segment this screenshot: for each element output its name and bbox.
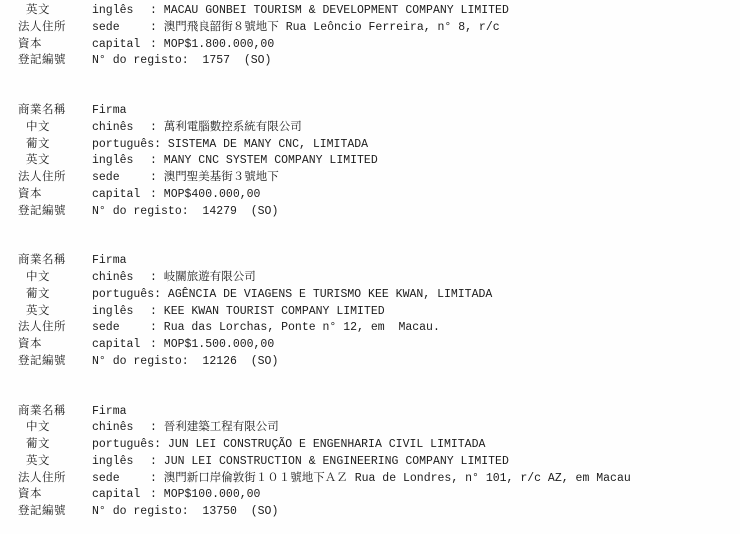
field-label-pt: chinês (92, 271, 134, 284)
field-label-zh: 登記編號 (18, 54, 66, 68)
field-label-pt: capital (92, 488, 141, 502)
field-label-pt: português (92, 137, 155, 151)
field-value: : MANY CNC SYSTEM COMPANY LIMITED (150, 154, 378, 168)
field-label-pt: inglês (92, 154, 134, 168)
field-value: 1757 (SO) (188, 54, 272, 68)
field-row (0, 504, 740, 521)
field-value: : JUN LEI CONSTRUCTION & ENGINEERING COMPANY LIMITED (150, 454, 509, 468)
field-label-zh: 中文 (26, 421, 50, 435)
field-label-pt: português (92, 438, 155, 451)
field-label-pt: capital (92, 37, 141, 51)
field-label-zh: 資本 (18, 338, 42, 351)
field-row (0, 270, 740, 287)
field-row (0, 53, 740, 70)
field-row (0, 320, 740, 337)
field-label-pt: sede (92, 471, 120, 485)
field-row (0, 404, 740, 421)
field-row (0, 487, 740, 504)
field-row (0, 3, 740, 20)
field-row (0, 420, 740, 437)
field-label-pt: chinês (92, 120, 134, 134)
field-row (0, 153, 740, 170)
field-value: : MOP$400.000,00 (150, 187, 261, 201)
field-label-zh: 中文 (26, 120, 50, 134)
field-label-zh: 商業名稱 (18, 404, 66, 418)
field-label-pt: N° do registo: (92, 54, 189, 68)
company-record (0, 404, 740, 521)
field-label-pt: sede (92, 20, 120, 34)
field-label-pt: Firma (92, 404, 127, 418)
field-label-pt: N° do registo: (92, 204, 189, 218)
field-row (0, 471, 740, 488)
field-value: : Rua das Lorchas, Ponte n° 12, em Macau. (150, 321, 440, 335)
field-label-zh: 葡文 (26, 137, 50, 151)
field-row (0, 103, 740, 120)
field-label-zh: 葡文 (26, 287, 50, 301)
field-label-pt: inglês (92, 4, 134, 17)
field-label-pt: N° do registo: (92, 354, 189, 368)
field-label-zh: 商業名稱 (18, 104, 66, 117)
field-value: 14279 (SO) (188, 204, 279, 218)
field-value: : 晉利建築工程有限公司 (150, 421, 279, 435)
field-label-zh: 資本 (18, 187, 42, 201)
company-record (0, 253, 740, 370)
field-value: : 澳門新口岸倫敦街１０１號地下ＡＺ Rua de Londres, n° 101, r/c AZ, em Macau (150, 471, 631, 485)
field-row (0, 170, 740, 187)
field-value: : KEE KWAN TOURIST COMPANY LIMITED (150, 304, 385, 318)
field-value: : AGÊNCIA DE VIAGENS E TURISMO KEE KWAN, LIMITADA (154, 287, 493, 301)
field-row (0, 20, 740, 37)
field-label-pt: sede (92, 321, 120, 335)
field-label-zh: 資本 (18, 488, 42, 502)
field-value: : 澳門聖美基街３號地下 (150, 171, 279, 184)
field-row (0, 253, 740, 270)
field-value: : SISTEMA DE MANY CNC, LIMITADA (154, 137, 369, 151)
field-value: : MOP$100.000,00 (150, 488, 261, 502)
field-row (0, 187, 740, 204)
field-label-pt: Firma (92, 254, 127, 268)
field-label-pt: Firma (92, 104, 127, 117)
field-label-pt: N° do registo: (92, 505, 189, 518)
field-label-pt: sede (92, 171, 120, 184)
field-label-zh: 英文 (26, 154, 50, 168)
field-row (0, 204, 740, 221)
field-label-zh: 英文 (26, 304, 50, 318)
field-label-pt: capital (92, 187, 141, 201)
field-value: : MOP$1.800.000,00 (150, 37, 275, 51)
field-label-zh: 法人住所 (18, 321, 66, 335)
company-record (0, 3, 740, 70)
field-value: : MACAU GONBEI TOURISM & DEVELOPMENT COMPANY LIMITED (150, 4, 509, 17)
field-label-zh: 登記編號 (18, 204, 66, 218)
field-label-zh: 英文 (26, 454, 50, 468)
field-label-zh: 中文 (26, 271, 50, 284)
field-label-zh: 葡文 (26, 438, 50, 451)
field-value: : 萬利電腦數控系統有限公司 (150, 120, 302, 134)
field-row (0, 437, 740, 454)
field-label-zh: 登記編號 (18, 354, 66, 368)
field-label-pt: chinês (92, 421, 134, 435)
field-row (0, 337, 740, 354)
field-value: : 澳門飛良韶街８號地下 Rua Leôncio Ferreira, n° 8, r/c (150, 20, 500, 34)
field-label-pt: português (92, 287, 155, 301)
field-row (0, 37, 740, 54)
field-value: : JUN LEI CONSTRUÇÃO E ENGENHARIA CIVIL LIMITADA (154, 438, 486, 451)
field-value: 12126 (SO) (188, 354, 279, 368)
field-label-zh: 法人住所 (18, 471, 66, 485)
field-row (0, 454, 740, 471)
field-row (0, 137, 740, 154)
field-label-zh: 英文 (26, 4, 50, 17)
field-label-pt: inglês (92, 454, 134, 468)
field-label-zh: 商業名稱 (18, 254, 66, 268)
field-label-pt: inglês (92, 304, 134, 318)
field-label-zh: 資本 (18, 37, 42, 51)
field-value: : MOP$1.500.000,00 (150, 338, 275, 351)
field-row (0, 287, 740, 304)
company-record (0, 103, 740, 220)
field-label-pt: capital (92, 338, 141, 351)
field-row (0, 304, 740, 321)
field-value: : 岐關旅遊有限公司 (150, 271, 256, 284)
field-row (0, 120, 740, 137)
field-value: 13750 (SO) (188, 505, 279, 518)
field-row (0, 354, 740, 371)
field-label-zh: 法人住所 (18, 20, 66, 34)
field-label-zh: 法人住所 (18, 171, 66, 184)
field-label-zh: 登記編號 (18, 505, 66, 518)
